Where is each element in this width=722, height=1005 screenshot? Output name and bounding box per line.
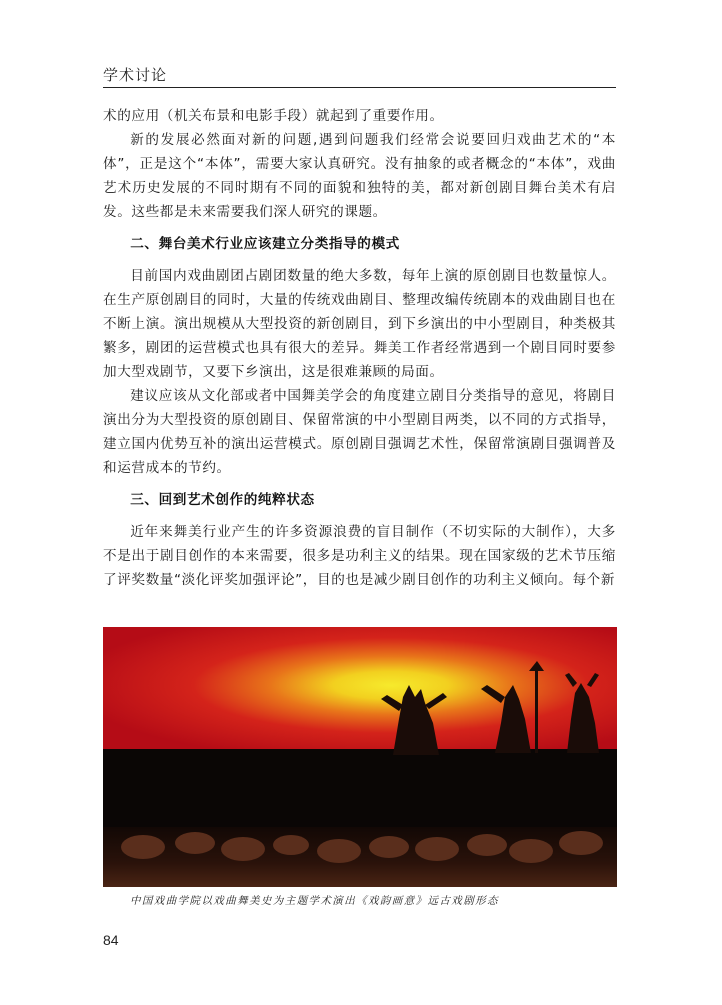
paragraph: 近年来舞美行业产生的许多资源浪费的盲目制作（不切实际的大制作），大多不是出于剧目创作的本来需要，很多是功利主义的结果。现在国家级的艺术节压缩了评奖数量“淡化评奖加强评论”，目的也是减少剧目创作的功利主义倾向。每个新 <box>103 524 616 588</box>
running-header: 学术讨论 <box>103 66 168 84</box>
paragraph: 目前国内戏曲剧团占剧团数量的绝大多数，每年上演的原创剧目也数量惊人。在生产原创剧目的同时，大量的传统戏曲剧目、整理改编传统剧本的戏曲剧目也在不断上演。演出规模从大型投资的新创剧目，到下乡演出的中小型剧目，种类极其繁多，剧团的运营模式也具有很大的差异。舞美工作者经常遇到一个剧目同时要参加大型戏剧节，又要下乡演出，这是很难兼顾的局面。 <box>103 268 616 380</box>
section-heading-2: 二、舞台美术行业应该建立分类指导的模式 <box>130 236 400 252</box>
header-rule <box>103 87 616 88</box>
photo-caption: 中国戏曲学院以戏曲舞美史为主题学术演出《戏韵画意》远古戏剧形态 <box>130 895 499 907</box>
page-number: 84 <box>103 932 119 948</box>
paragraph: 新的发展必然面对新的问题,遇到问题我们经常会说要回归戏曲艺术的“本体”，正是这个“本体”，需要大家认真研究。没有抽象的或者概念的“本体”，戏曲艺术历史发展的不同时期有不同的面貌和独特的美，都对新创剧目舞台美术有启发。这些都是未来需要我们深人研究的课题。 <box>103 132 616 220</box>
red-backdrop <box>103 627 617 751</box>
article-body <box>103 104 616 592</box>
paragraph: 建议应该从文化部或者中国舞美学会的角度建立剧目分类指导的意见，将剧目演出分为大型投资的原创剧目、保留常演的中小型剧目两类，以不同的方式指导，建立国内优势互补的演出运营模式。原创剧目强调艺术性，保留常演剧目强调普及和运营成本的节约。 <box>103 388 616 476</box>
section-heading-3: 三、回到艺术创作的纯粹状态 <box>130 492 315 508</box>
stage-photo <box>103 627 617 887</box>
paragraph: 术的应用（机关布景和电影手段）就起到了重要作用。 <box>103 108 444 124</box>
